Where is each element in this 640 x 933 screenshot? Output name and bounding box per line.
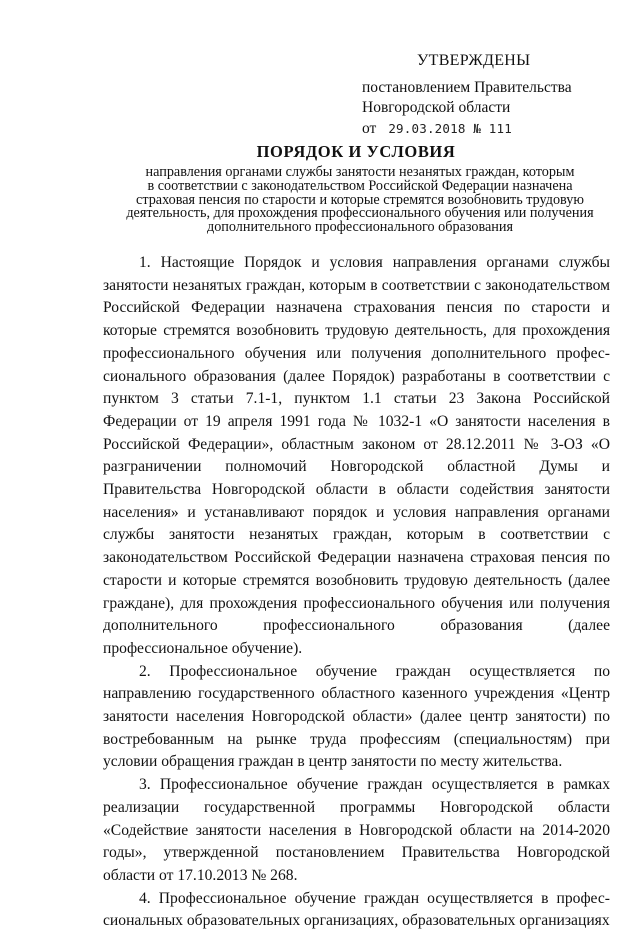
subtitle-line: страховая пенсия по старости и которые стремятся возобновить трудовую bbox=[136, 191, 584, 208]
approval-line-2: Новгородской области bbox=[362, 99, 511, 116]
document-title: ПОРЯДОК И УСЛОВИЯ bbox=[256, 142, 456, 161]
paragraph-4: 4. Профессиональное обучение граждан осуществляется в профессиональных образовательных организациях, образовательных организациях bbox=[103, 889, 610, 930]
document-subtitle bbox=[100, 166, 620, 235]
approval-date-row bbox=[362, 119, 612, 139]
subtitle-line: направления органами службы занятости незанятых граждан, которым bbox=[145, 164, 575, 180]
subtitle-line: дополнительного профессионального образования bbox=[206, 219, 513, 236]
paragraph-2: 2. Профессиональное обучение граждан осуществляется по направлению государственного областного казенного учреждения «Центр занятости населения Новгородской области» (далее центр занятости) по востребованным на рынке труда профессиям (специальностям) при условии обращения граждан в центр занятости по месту жительства. bbox=[103, 662, 610, 771]
approval-line-1: постановлением Правительства bbox=[362, 79, 572, 96]
paragraph-1: 1. Настоящие Порядок и условия направления органами службы занятости незанятых граждан, которым в соответствии с законодательством Российской Федерации назначена страхования пенсия по старости и которые стремятся возобновить трудовую деятельность, для прохождения профессионального обучения или получения дополнительного профессионального образования (далее Порядок) разработаны в соответствии с пунктом 3 статьи 7.1-1, пунктом 1.1 статьи 23 Закона Российской Федерации от 19 апреля 1991 года № 1032-1 «О занятости населения в Российской Федерации», областным законом от 28.12.2011 № 3-ОЗ «О разграничении полномочий Новгородской областной Думы и Правительства Новгородской области в области содействия занятости населения» и устанавливают порядок и условия направления органами службы занятости незанятых граждан, которым в соответствии с законодательством Российской Федерации назначена страховая пенсия по старости и которые стремятся возобновить трудовую деятельность (далее граждане), для прохождения профессионального обучения или получения дополнительного профессионального образования (далее профессиональное обучение). bbox=[103, 254, 610, 657]
subtitle-line: деятельность, для прохождения профессионального обучения или получения bbox=[126, 205, 594, 222]
document-body bbox=[103, 252, 610, 933]
paragraph-3: 3. Профессиональное обучение граждан осуществляется в рамках реализации государственной программы Новгородской области «Содействие занятости населения в Новгородской области на 2014-2020 годы», утвержденной постановлением Правительства Новгородской области от 17.10.2013 № 268. bbox=[103, 776, 610, 884]
approval-block bbox=[362, 52, 612, 139]
approval-heading: УТВЕРЖДЕНЫ bbox=[417, 52, 531, 69]
subtitle-line: в соответствии с законодательством Российской Федерации назначена bbox=[147, 177, 573, 194]
approval-date-number: 29.03.2018 № 111 bbox=[388, 121, 512, 136]
approval-date-prefix: от bbox=[362, 120, 377, 137]
